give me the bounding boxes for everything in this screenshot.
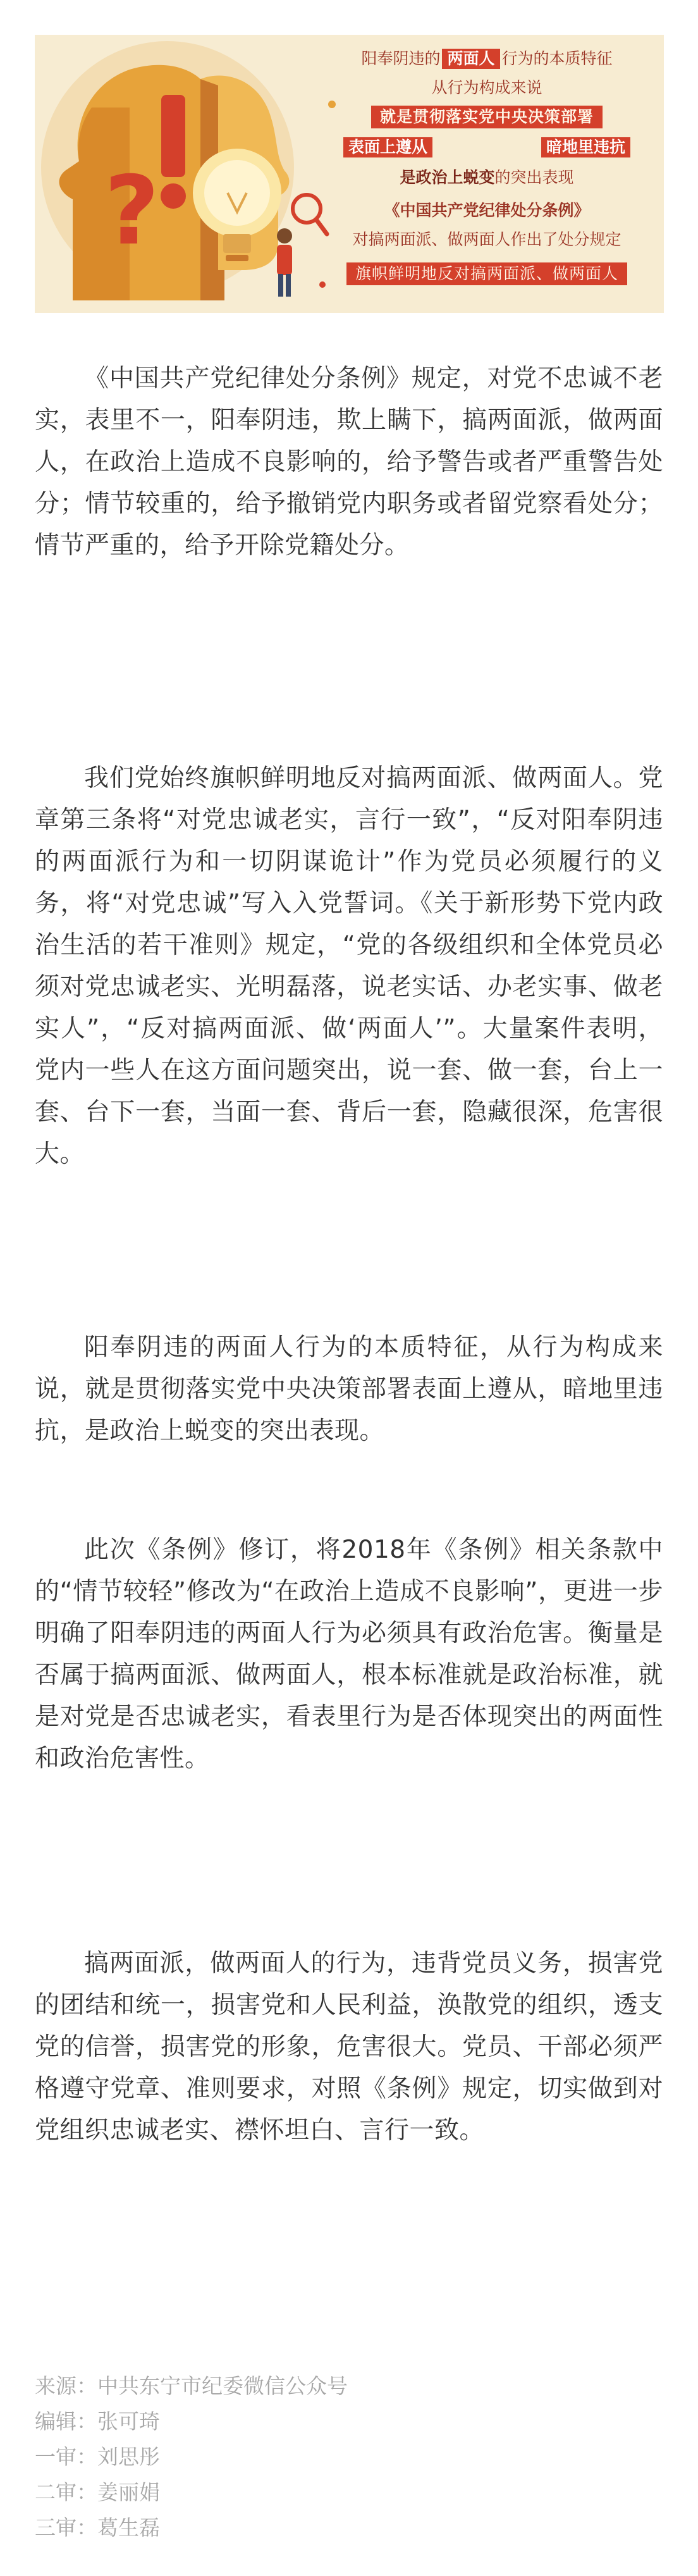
question-mark-icon — [104, 156, 159, 266]
banner-chip-left: 表面上遵从 — [343, 137, 432, 157]
credit-label: 编辑： — [35, 2409, 97, 2434]
credit-label: 一审： — [35, 2444, 97, 2469]
article-paragraph-5: 搞两面派，做两面人的行为，违背党员义务，损害党的团结和统一，损害党和人民利益，涣散党的组织，透支党的信誉，损害党的形象，危害很大。党员、干部必须严格遵守党章、准则要求，对照《条例》规定，切实做到对党组织忠诚老实、襟怀坦白、言行一致。 — [35, 1949, 663, 2145]
banner-chip-right: 暗地里违抗 — [541, 137, 630, 157]
exclamation-mark-icon — [161, 95, 186, 209]
banner-line-1-post: 行为的本质特征 — [501, 49, 613, 68]
banner-line-8 — [322, 262, 651, 285]
banner-line-1 — [322, 49, 651, 69]
credit-row-third-review — [35, 2510, 663, 2546]
article-credits — [35, 2369, 663, 2546]
credit-row-first-review — [35, 2439, 663, 2475]
credit-value: 葛生磊 — [97, 2515, 160, 2540]
person-figure-icon — [277, 228, 292, 297]
credit-row-source — [35, 2369, 663, 2404]
banner-line-5-post: 的突出表现 — [494, 168, 574, 187]
article-paragraph-2: 我们党始终旗帜鲜明地反对搞两面派、做两面人。党章第三条将“对党忠诚老实，言行一致”，“反对阳奉阴违的两面派行为和一切阴谋诡计”作为党员必须履行的义务，将“对党忠诚”写入入党誓词。《关于新形势下党内政治生活的若干准则》规定，“党的各级组织和全体党员必须对党忠诚老实、光明磊落，说老实话、办老实事、做老实人”，“反对搞两面派、做‘两面人’”。大量案件表明，党内一些人在这方面问题突出，说一套、做一套，台上一套、台下一套，当面一套、背后一套，隐藏很深，危害很大。 — [35, 764, 663, 1168]
article-paragraph-1: 《中国共产党纪律处分条例》规定，对党不忠诚不老实，表里不一，阳奉阴违，欺上瞒下，搞两面派，做两面人，在政治上造成不良影响的，给予警告或者严重警告处分；情节较重的，给予撤销党内职务或者留党察看处分；情节严重的，给予开除党籍处分。 — [35, 364, 663, 560]
svg-text:?: ? — [104, 156, 160, 266]
credit-label: 三审： — [35, 2515, 97, 2540]
article-paragraph-4: 此次《条例》修订，将2018年《条例》相关条款中的“情节较轻”修改为“在政治上造成不良影响”，更进一步明确了阳奉阴违的两面人行为必须具有政治危害。衡量是否属于搞两面派、做两面人，根本标准就是政治标准，就是对党是否忠诚老实，看表里行为是否体现突出的两面性和政治危害性。 — [35, 1536, 663, 1773]
banner-line-8-bar: 旗帜鲜明地反对搞两面派、做两面人 — [346, 262, 627, 285]
banner-line-2: 从行为构成来说 — [431, 78, 542, 97]
credit-row-second-review — [35, 2475, 663, 2510]
banner-line-3-bar: 就是贯彻落实党中央决策部署 — [371, 106, 603, 128]
credit-value: 姜丽娟 — [97, 2480, 160, 2505]
credit-label: 来源： — [35, 2374, 97, 2398]
banner-line-6: 《中国共产党纪律处分条例》 — [384, 201, 590, 219]
credit-value: 刘思彤 — [97, 2444, 160, 2469]
magnifier-icon — [293, 195, 327, 234]
banner-line-4 — [322, 137, 651, 157]
credit-row-editor — [35, 2404, 663, 2439]
banner-line-7: 对搞两面派、做两面人作出了处分规定 — [352, 230, 621, 249]
article-paragraph-3: 阳奉阴违的两面人行为的本质特征，从行为构成来说，就是贯彻落实党中央决策部署表面上遵从，暗地里违抗，是政治上蜕变的突出表现。 — [35, 1333, 663, 1445]
credit-value: 张可琦 — [97, 2409, 160, 2434]
banner-line-3 — [322, 106, 651, 128]
credit-value: 中共东宁市纪委微信公众号 — [97, 2374, 348, 2398]
hero-banner — [35, 35, 664, 313]
banner-line-5-chip: 是政治上蜕变 — [400, 168, 495, 187]
banner-line-1-chip: 两面人 — [442, 49, 499, 69]
banner-line-5 — [322, 168, 651, 188]
credit-label: 二审： — [35, 2480, 97, 2505]
banner-line-1-pre: 阳奉阴违的 — [361, 49, 441, 68]
